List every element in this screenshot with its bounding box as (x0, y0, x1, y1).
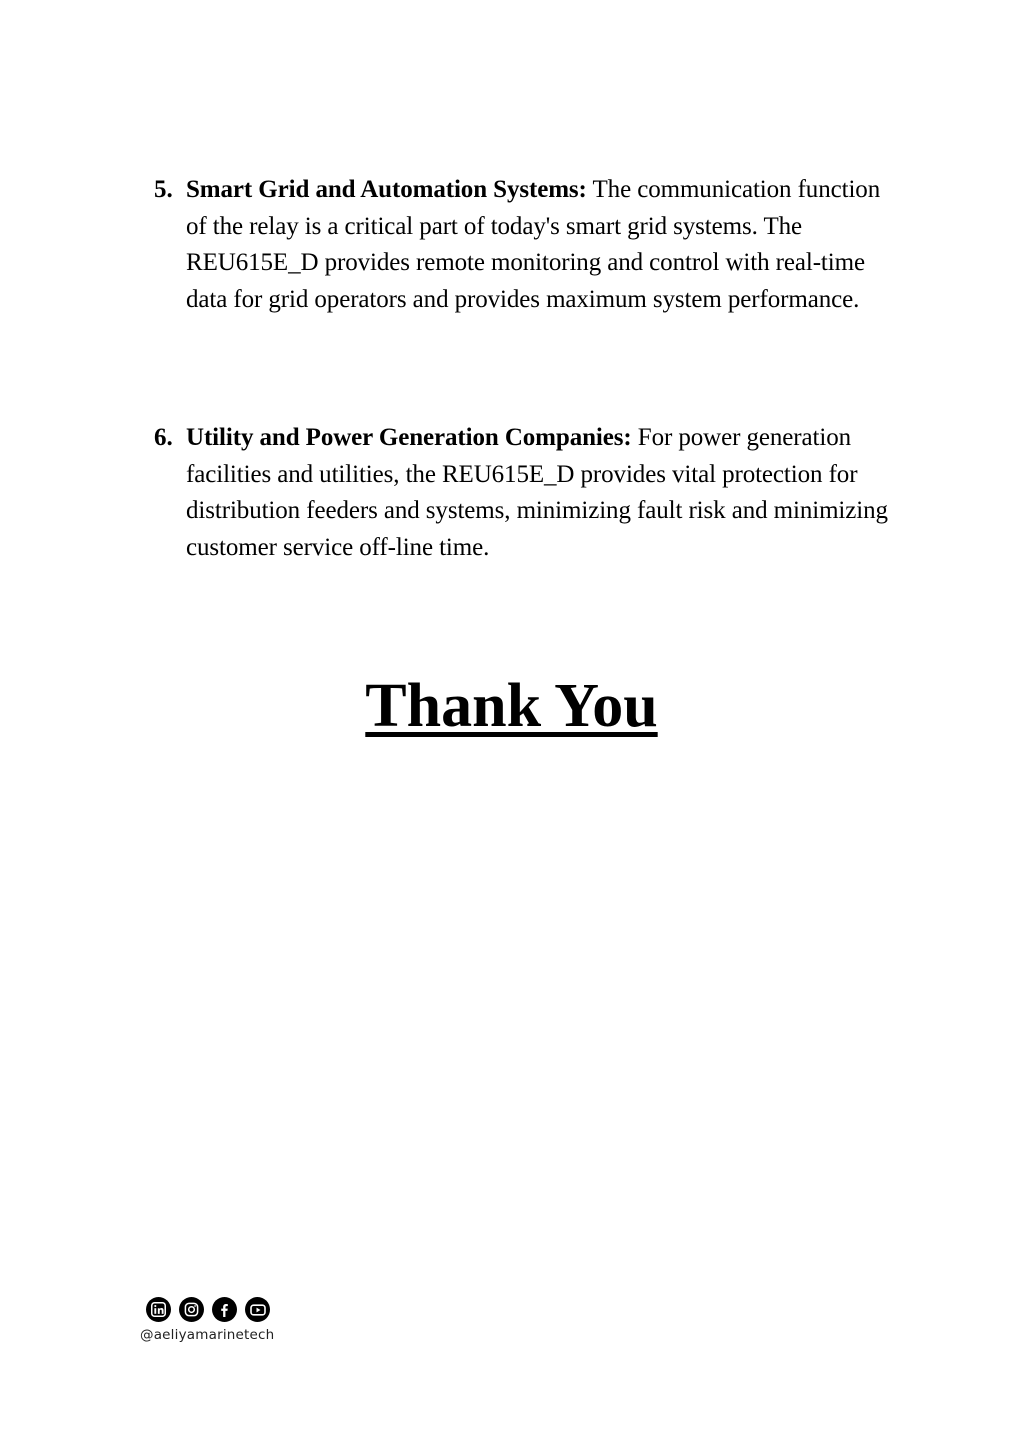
facebook-icon[interactable] (212, 1297, 237, 1322)
social-handle: @aeliyamarinetech (140, 1327, 275, 1343)
instagram-icon[interactable] (179, 1297, 204, 1322)
list-item-paragraph (186, 420, 902, 566)
list-item-number: 5. (154, 176, 173, 203)
list-item-heading: Utility and Power Generation Companies: (186, 424, 632, 451)
list-item-heading: Smart Grid and Automation Systems: (186, 176, 587, 203)
social-links (146, 1297, 270, 1323)
closing-title-wrapper (0, 668, 1023, 744)
list-item-paragraph (186, 172, 902, 318)
youtube-icon[interactable] (245, 1297, 270, 1322)
closing-title: Thank You (365, 672, 658, 740)
linkedin-icon[interactable] (146, 1297, 171, 1322)
list-item-text: For power generation facilities and utilities, the REU615E_D provides vital protection for distribution feeders and systems, minimizing fault risk and minimizing customer service off-line time. (186, 424, 888, 561)
list-item-text: The communication function of the relay is a critical part of today's smart grid systems. The REU615E_D provides remote monitoring and control with real-time data for grid operators and provides maximum system performance. (186, 176, 881, 313)
list-item-number: 6. (154, 424, 173, 451)
